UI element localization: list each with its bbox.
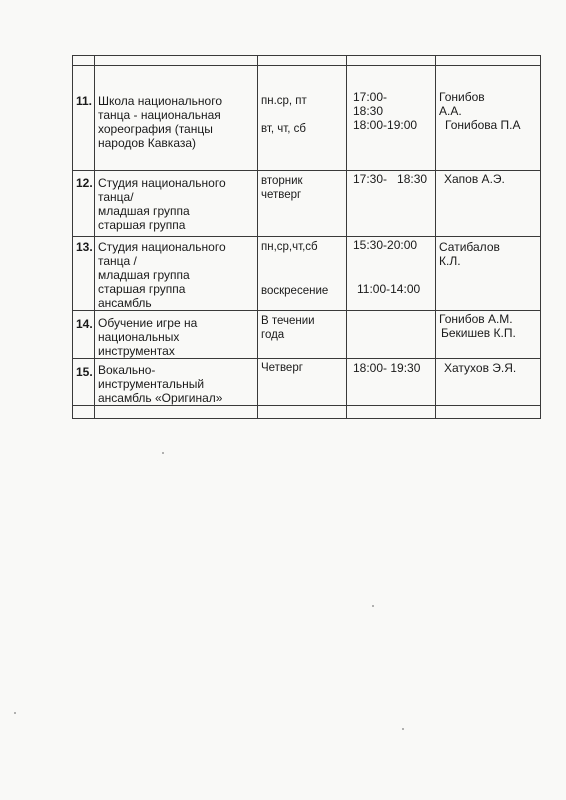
text-line: Студия национального — [98, 176, 226, 190]
row-number-text: 11. — [76, 94, 93, 108]
leader-name — [436, 66, 541, 171]
text-line: младшая группа — [98, 268, 190, 282]
text-line: старшая группа — [98, 218, 186, 232]
text-line: ансамбль — [98, 296, 152, 310]
row-number-text: 14. — [76, 317, 93, 331]
table-bottom-spacer-row — [73, 406, 541, 419]
text-line: вт, чт, сб — [261, 123, 306, 135]
text-line: инструментальный — [98, 377, 205, 391]
schedule-days — [258, 237, 347, 311]
scan-speck — [372, 605, 374, 607]
text-line: Четверг — [261, 362, 303, 374]
schedule-days — [258, 311, 347, 359]
schedule-table — [72, 55, 541, 419]
text-line: 18:00- 19:30 — [353, 361, 421, 375]
text-line: пн,ср,чт,сб — [261, 241, 318, 253]
text-line: Вокально- — [98, 363, 156, 377]
text-line: воскресение — [261, 285, 329, 297]
text-line: 11:00-14:00 — [357, 282, 421, 296]
scan-speck — [14, 712, 16, 714]
row-number-text: 12. — [76, 176, 93, 190]
text-line: 15:30-20:00 — [353, 238, 418, 252]
table-row — [73, 237, 541, 311]
text-line: Бекишев К.П. — [441, 326, 516, 340]
schedule-days — [258, 66, 347, 171]
text-line: Гонибова П.А — [445, 118, 521, 132]
text-line: ансамбль «Оригинал» — [98, 391, 223, 405]
text-line: Гонибов — [439, 90, 485, 104]
text-line: 17:00- — [353, 90, 388, 104]
row-number — [73, 359, 95, 406]
spacer-cell — [73, 56, 95, 66]
activity-name — [95, 171, 258, 237]
text-line: народов Кавказа) — [98, 136, 197, 150]
activity-name — [95, 66, 258, 171]
leader-name — [436, 359, 541, 406]
text-line: танца / — [98, 254, 137, 268]
spacer-cell — [347, 406, 436, 419]
activity-name — [95, 237, 258, 311]
spacer-cell — [436, 406, 541, 419]
spacer-cell — [95, 56, 258, 66]
text-line: Гонибов А.М. — [439, 312, 513, 326]
schedule-time — [347, 237, 436, 311]
text-line: Хапов А.Э. — [444, 172, 505, 186]
text-line: вторник — [261, 175, 303, 187]
schedule-time — [347, 359, 436, 406]
activity-name — [95, 311, 258, 359]
text-line: Сатибалов — [439, 240, 500, 254]
spacer-cell — [436, 56, 541, 66]
spacer-cell — [258, 56, 347, 66]
text-line: Хатухов Э.Я. — [444, 361, 517, 375]
schedule-time — [347, 66, 436, 171]
text-line: национальных — [98, 330, 180, 344]
schedule-time — [347, 311, 436, 359]
text-line: 18:30 — [353, 104, 384, 118]
spacer-cell — [95, 406, 258, 419]
spacer-cell — [347, 56, 436, 66]
text-line: танца - национальная — [98, 108, 221, 122]
text-line: хореография (танцы — [98, 122, 213, 136]
text-line: 17:30- 18:30 — [353, 172, 428, 186]
row-number-text: 15. — [76, 365, 93, 379]
table-top-spacer-row — [73, 56, 541, 66]
scan-speck — [402, 728, 404, 730]
row-number — [73, 237, 95, 311]
text-line: инструментах — [98, 344, 175, 358]
scan-speck — [162, 452, 164, 454]
text-line: старшая группа — [98, 282, 186, 296]
spacer-cell — [73, 406, 95, 419]
text-line: танца/ — [98, 190, 134, 204]
text-line: А.А. — [439, 104, 462, 118]
text-line: пн.ср, пт — [261, 95, 307, 107]
table-row — [73, 359, 541, 406]
table-row — [73, 66, 541, 171]
text-line: четверг — [261, 189, 302, 201]
text-line: К.Л. — [439, 254, 461, 268]
leader-name — [436, 171, 541, 237]
row-number-text: 13. — [76, 240, 93, 254]
activity-name — [95, 359, 258, 406]
leader-name — [436, 237, 541, 311]
schedule-days — [258, 359, 347, 406]
text-line: Обучение игре на — [98, 316, 198, 330]
text-line: 18:00-19:00 — [353, 118, 418, 132]
row-number — [73, 171, 95, 237]
row-number — [73, 66, 95, 171]
table-row — [73, 311, 541, 359]
text-line: года — [261, 329, 285, 341]
text-line: Школа национального — [98, 94, 222, 108]
text-line: Студия национального — [98, 240, 226, 254]
schedule-days — [258, 171, 347, 237]
schedule-time — [347, 171, 436, 237]
text-line: В течении — [261, 315, 315, 327]
row-number — [73, 311, 95, 359]
text-line: младшая группа — [98, 204, 190, 218]
spacer-cell — [258, 406, 347, 419]
leader-name — [436, 311, 541, 359]
table-row — [73, 171, 541, 237]
